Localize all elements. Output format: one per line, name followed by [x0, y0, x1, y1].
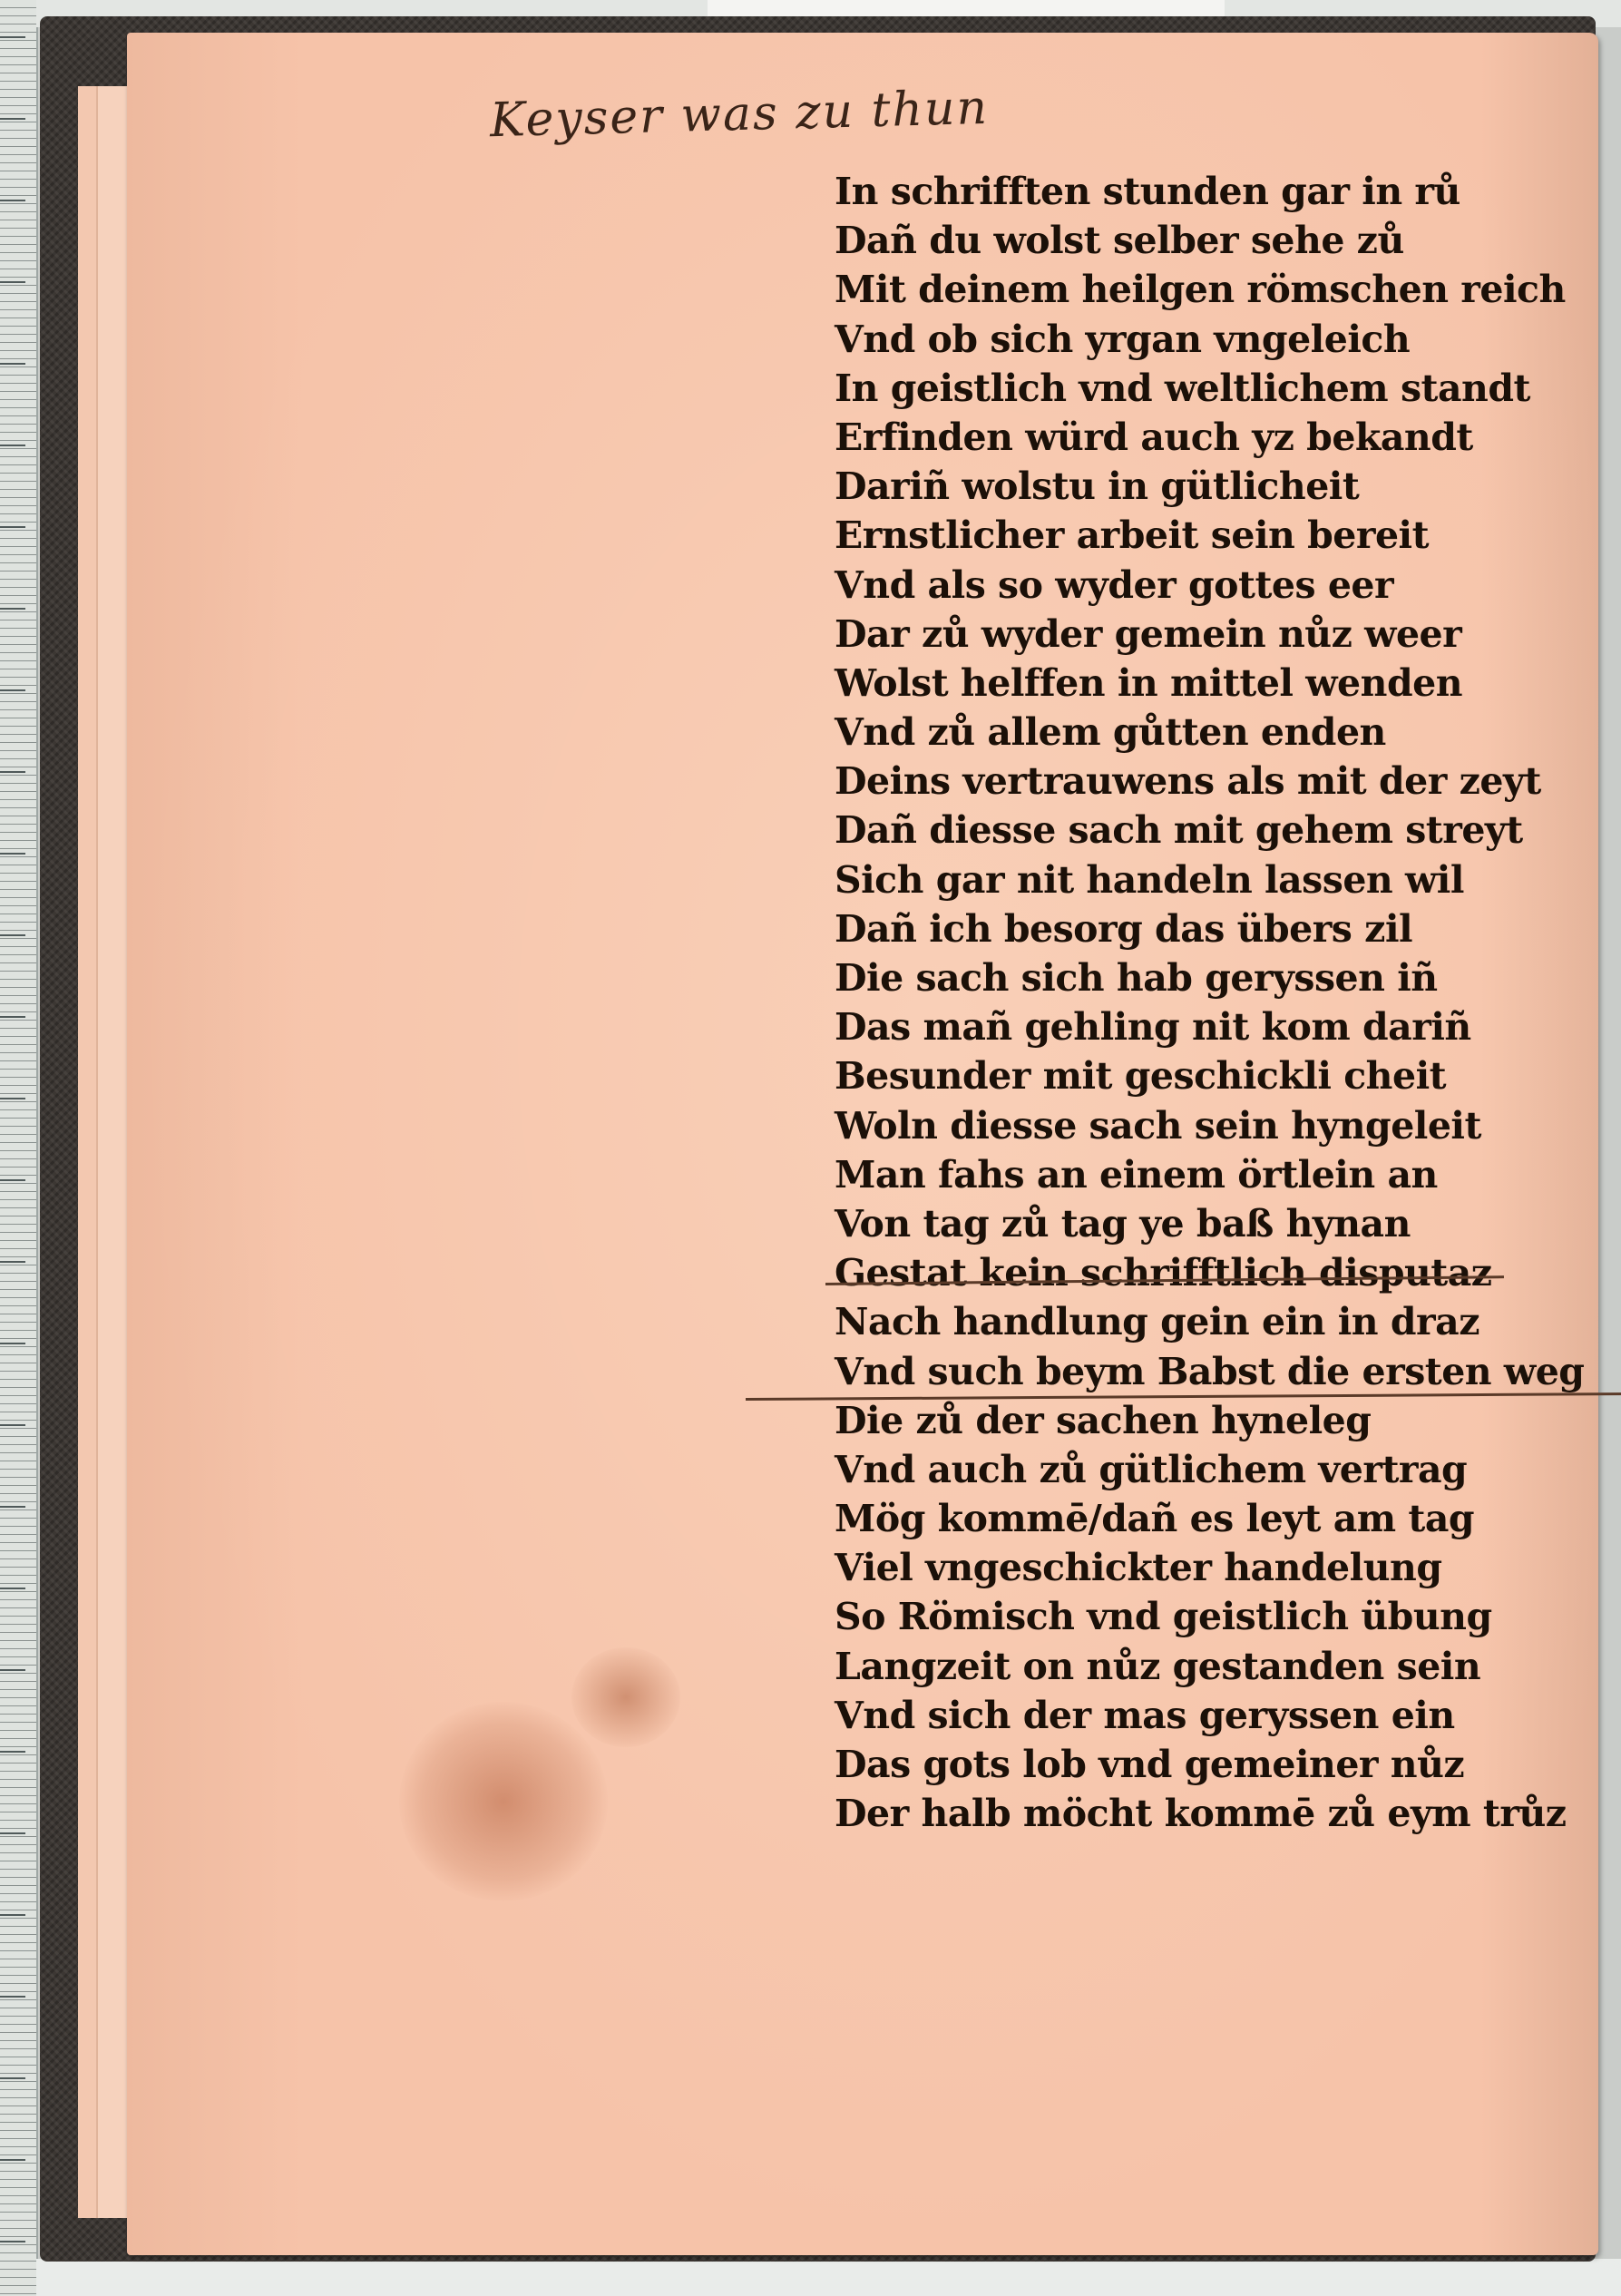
verse-line: Die sach sich hab geryssen iñ	[835, 956, 1438, 1000]
verse-line: Vnd sich der mas geryssen ein	[835, 1693, 1455, 1737]
verse-line: Die zů der sachen hyneleg	[835, 1398, 1372, 1442]
measuring-ruler	[0, 0, 38, 2296]
verse-line: Der halb möcht kommē zů eym trůz	[835, 1792, 1567, 1836]
verse-line: So Römisch vnd geistlich übung	[835, 1595, 1492, 1639]
verse-line: Woln diesse sach sein hyngeleit	[835, 1103, 1481, 1148]
verse-line: Nach handlung gein ein in draz	[835, 1300, 1480, 1344]
verse-line: Das mañ gehling nit kom dariñ	[835, 1005, 1471, 1050]
ruler-tick	[0, 2159, 25, 2161]
ruler-tick	[0, 2077, 25, 2079]
verse-line: Dañ du wolst selber sehe zů	[835, 219, 1404, 263]
verse-line: Wolst helffen in mittel wenden	[835, 660, 1463, 705]
verse-line: Das gots lob vnd gemeiner nůz	[835, 1743, 1465, 1786]
verse-line: Man fahs an einem örtlein an	[835, 1152, 1438, 1197]
ruler-tick	[0, 853, 25, 855]
ruler-tick	[0, 1098, 25, 1099]
paper-stain	[399, 1702, 608, 1901]
verse-line: Ernstlicher arbeit sein bereit	[835, 513, 1430, 558]
verse-line: Vnd auch zů gütlichem vertrag	[835, 1447, 1468, 1491]
ruler-tick	[0, 526, 25, 528]
ruler-tick	[0, 445, 25, 446]
ruler-tick	[0, 363, 25, 365]
verse-line: Dar zů wyder gemein nůz weer	[835, 611, 1462, 656]
ruler-tick	[0, 1832, 25, 1834]
ruler-tick	[0, 1016, 25, 1018]
verse-line: In geistlich vnd weltlichem standt	[835, 366, 1530, 410]
ruler-tick	[0, 1179, 25, 1181]
ruler-tick	[0, 2241, 25, 2242]
ruler-tick	[0, 1261, 25, 1263]
verse-line: Vnd als so wyder gottes eer	[835, 562, 1394, 607]
verse-line: Langzeit on nůz gestanden sein	[835, 1644, 1481, 1688]
verse-line: Dañ ich besorg das übers zil	[835, 906, 1413, 951]
ruler-tick	[0, 36, 25, 38]
ruler-tick	[0, 1588, 25, 1589]
paper-stain	[571, 1647, 680, 1747]
verse-line: Vnd ob sich yrgan vngeleich	[835, 317, 1411, 361]
verse-line: Besunder mit geschickli cheit	[835, 1054, 1447, 1099]
verse-text-block	[835, 167, 1584, 1838]
background-surface-bottom	[36, 2259, 1621, 2296]
ruler-tick	[0, 1343, 25, 1344]
ruler-tick	[0, 118, 25, 120]
ruler-tick	[0, 281, 25, 283]
book-page	[127, 33, 1598, 2255]
verse-line: Vnd zů allem gůtten enden	[835, 710, 1386, 755]
verse-line: Von tag zů tag ye baß hynan	[835, 1201, 1411, 1246]
verse-line: Dariñ wolstu in gütlicheit	[835, 464, 1360, 509]
ruler-tick	[0, 608, 25, 610]
verse-line: Erfinden würd auch yz bekandt	[835, 415, 1473, 459]
ruler-tick	[0, 934, 25, 936]
ruler-tick	[0, 1424, 25, 1426]
verse-line: Deins vertrauwens als mit der zeyt	[835, 759, 1541, 804]
ruler-tick	[0, 1914, 25, 1916]
ruler-tick	[0, 771, 25, 773]
verse-line: In schrifften stunden gar in rů	[835, 170, 1460, 213]
handwritten-annotation: Keyser was zu thun	[489, 80, 990, 149]
ruler-tick	[0, 1669, 25, 1671]
ruler-tick	[0, 200, 25, 201]
verse-line: Dañ diesse sach mit gehem streyt	[835, 808, 1523, 853]
ruler-tick	[0, 689, 25, 691]
verse-line: Mög kommē/dañ es leyt am tag	[835, 1497, 1475, 1541]
verse-line: Gestat kein schrifftlich disputaz	[835, 1251, 1492, 1295]
ruler-tick	[0, 1506, 25, 1508]
ruler-tick	[0, 1996, 25, 1998]
ruler-tick	[0, 1751, 25, 1753]
verse-line: Mit deinem heilgen römschen reich	[835, 268, 1566, 312]
verse-line: Sich gar nit handeln lassen wil	[835, 857, 1464, 902]
verse-line: Viel vngeschickter handelung	[835, 1546, 1442, 1590]
verse-line: Vnd such beym Babst die ersten weg	[835, 1349, 1585, 1393]
